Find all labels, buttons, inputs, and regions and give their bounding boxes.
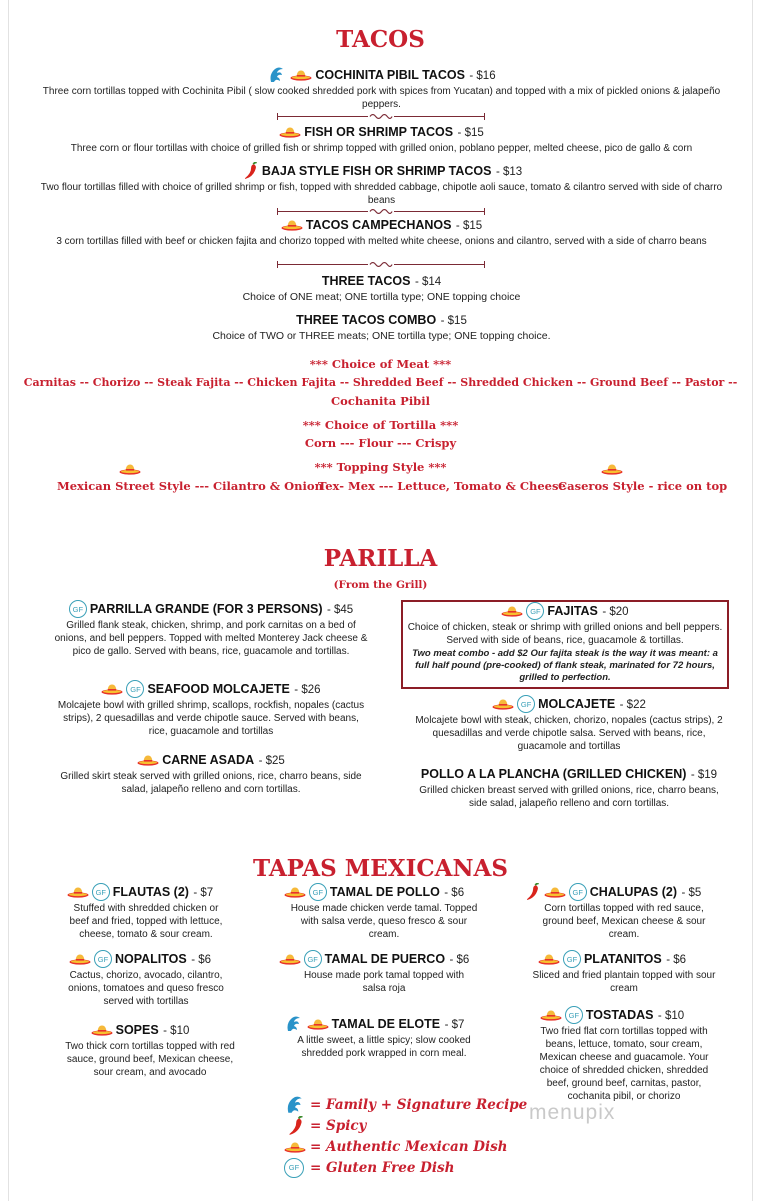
item-price: - $15: [440, 315, 467, 327]
item-name: SOPES: [115, 1023, 159, 1037]
meat-header: *** Choice of Meat ***: [309, 357, 452, 371]
item-price: - $26: [294, 684, 321, 697]
item-name: BAJA STYLE FISH OR SHRIMP TACOS: [261, 164, 492, 179]
tortilla-header: *** Choice of Tortilla ***: [302, 418, 459, 432]
legend-authentic-text: = Authentic Mexican Dish: [310, 1138, 508, 1155]
legend-gluten: [284, 1157, 527, 1178]
meat-list-line2: Cochanita Pibil: [331, 394, 430, 408]
topping-header: *** Topping Style ***: [314, 460, 447, 474]
item-price: - $25: [258, 755, 285, 767]
item-price: - $7: [444, 1019, 465, 1032]
gluten-free-icon: GF: [517, 695, 535, 713]
gluten-free-icon: GF: [284, 1158, 304, 1178]
divider: [277, 113, 485, 121]
item-name: COCHINITA PIBIL TACOS: [315, 68, 465, 83]
item-price: - $6: [444, 887, 465, 900]
watermark: menupix: [529, 1101, 616, 1124]
sombrero-icon: [137, 753, 159, 767]
gluten-free-icon: GF: [309, 883, 327, 901]
gluten-free-icon: GF: [92, 883, 110, 901]
family-recipe-icon: [284, 1095, 306, 1115]
item-price: - $15: [455, 220, 483, 232]
item-price: - $45: [326, 604, 354, 617]
menu-item-nopalitos: [31, 950, 249, 1008]
menu-item-fish-shrimp: [29, 123, 734, 155]
menu-item-sopes: [31, 1021, 249, 1079]
sombrero-icon: [284, 1140, 306, 1154]
legend-spicy-text: = Spicy: [310, 1117, 367, 1134]
divider: [277, 261, 485, 269]
menu-item-three-tacos-combo: [29, 311, 734, 343]
sombrero-icon: [69, 952, 91, 966]
item-price: - $10: [163, 1025, 190, 1037]
gluten-free-icon: GF: [563, 950, 581, 968]
item-desc: 3 corn tortillas filled with beef or chicken fajita and chorizo topped with melted white cheese, onions and cilantro, served with a side of charro beans: [56, 236, 707, 247]
item-name: FLAUTAS (2): [112, 885, 189, 900]
legend-gluten-text: = Gluten Free Dish: [310, 1159, 455, 1176]
section-title-tacos: TACOS: [336, 26, 425, 53]
item-note: Two meat combo - add $2 Our fajita steak is the way it was meant: a full half pound (pre-cooked) of flank steak, marinated for 72 hours, grilled to perfection.: [412, 648, 718, 684]
gluten-free-icon: GF: [94, 950, 112, 968]
item-name: PLATANITOS: [583, 952, 662, 967]
section-title-tapas: TAPAS MEXICANAS: [252, 855, 508, 882]
gluten-free-icon: GF: [126, 680, 144, 698]
ornament-icon: [368, 112, 394, 121]
item-name: NOPALITOS: [114, 952, 187, 967]
legend: [284, 1094, 527, 1178]
item-desc: Two thick corn tortillas topped with red sauce, ground beef, Mexican cheese, sour cream, and avocado: [65, 1041, 235, 1078]
chili-icon: [523, 883, 541, 901]
gluten-free-icon: GF: [304, 950, 322, 968]
sombrero-icon: [501, 604, 523, 618]
sombrero-icon: [67, 885, 89, 899]
menu-item-tamal-pollo: [259, 883, 489, 941]
topping-tex-mex: Tex- Mex --- Lettuce, Tomato & Cheese: [318, 479, 566, 493]
sombrero-icon: [91, 1023, 113, 1037]
section-subtitle-parilla: (From the Grill): [333, 579, 428, 591]
item-name: TAMAL DE PUERCO: [324, 952, 446, 967]
chili-icon: [284, 1116, 306, 1136]
menu-item-platanitos: [487, 950, 737, 995]
menu-item-carne-asada: [41, 751, 381, 796]
gluten-free-icon: GF: [565, 1006, 583, 1024]
item-price: - $22: [619, 699, 646, 712]
menu-page: [8, 0, 753, 1201]
sombrero-icon: [279, 952, 301, 966]
topping-street-style: Mexican Street Style --- Cilantro & Onion: [57, 479, 323, 493]
tortilla-list: Corn --- Flour --- Crispy: [304, 436, 457, 450]
item-name: FAJITAS: [547, 604, 598, 619]
family-recipe-icon: [267, 66, 287, 84]
menu-item-flautas: [31, 883, 249, 941]
gluten-free-icon: GF: [569, 883, 587, 901]
item-desc: Choice of chicken, steak or shrimp with grilled onions and bell peppers. Served with side of beans, rice, guacamole & tortillas.: [407, 622, 723, 647]
item-desc: Sliced and fried plantain topped with sour cream: [532, 970, 716, 995]
item-desc: Molcajete bowl with steak, chicken, chorizo, nopales (cactus strips), 2 quesadillas and verde chipotle salsa. Served with beans, rice, guacamole and tortillas: [415, 715, 723, 753]
item-desc: Stuffed with shredded chicken or beef and fried, topped with lettuce, cheese, tomato & sour cream.: [69, 903, 223, 941]
item-desc: Choice of ONE meat; ONE tortilla type; ONE topping choice: [242, 291, 521, 303]
item-price: - $10: [657, 1010, 685, 1023]
item-price: - $6: [449, 954, 470, 967]
sombrero-icon: [279, 125, 301, 139]
item-desc: House made chicken verde tamal. Topped with salsa verde, queso fresco & sour cream.: [290, 903, 478, 941]
section-title-parilla: PARILLA: [323, 545, 438, 572]
item-desc: Choice of TWO or THREE meats; ONE tortilla type; ONE topping choice.: [212, 330, 551, 342]
sombrero-icon: [492, 697, 514, 711]
menu-item-parrilla-grande: [41, 600, 381, 658]
item-desc: Grilled chicken breast served with grilled onions, rice, charro beans, side salad, jalapeño relleno and corn tortillas.: [419, 785, 719, 809]
sombrero-icon: [281, 218, 303, 232]
item-desc: Cactus, chorizo, avocado, cilantro, onions, tomatoes and queso fresco served with tortillas: [68, 970, 224, 1008]
item-name: TACOS CAMPECHANOS: [305, 218, 452, 232]
menu-item-fajitas: [407, 602, 723, 684]
item-price: - $14: [414, 276, 442, 288]
menu-item-campechanos: [49, 216, 714, 248]
menu-item-baja: [29, 162, 734, 207]
item-name: TAMAL DE ELOTE: [331, 1017, 441, 1032]
item-name: TOSTADAS: [585, 1008, 654, 1023]
item-name: SEAFOOD MOLCAJETE: [147, 682, 290, 697]
item-name: POLLO A LA PLANCHA (GRILLED CHICKEN): [420, 767, 687, 781]
sombrero-icon: [307, 1017, 329, 1031]
item-desc: Three corn or flour tortillas with choice of grilled fish or shrimp topped with grilled onion, poblano pepper, melted cheese, pico de gallo & corn: [70, 143, 693, 154]
topping-caseros: Caseros Style - rice on top: [558, 479, 728, 493]
item-price: - $5: [681, 887, 702, 900]
sombrero-icon: [538, 952, 560, 966]
item-name: PARRILLA GRANDE (FOR 3 PERSONS): [89, 602, 323, 617]
item-desc: Two flour tortillas filled with choice of grilled shrimp or fish, topped with shredded cabbage, chipotle aoli sauce, tomato & cilantro served with side of charro beans: [40, 182, 723, 207]
item-price: - $19: [690, 769, 718, 781]
item-desc: Grilled skirt steak served with grilled onions, rice, charro beans, side salad, jalapeño relleno and corn tortillas.: [60, 771, 362, 795]
item-desc: Two fried flat corn tortillas topped with beans, lettuce, tomato, sour cream, Mexican cheese and guacamole. Your choice of shredded chicken, shredded beef, ground beef, carnitas, pastor, cochanita pibil, or chorizo: [539, 1026, 709, 1103]
item-name: TAMAL DE POLLO: [329, 885, 440, 900]
legend-spicy: [284, 1115, 527, 1136]
item-desc: A little sweet, a little spicy; slow cooked shredded pork wrapped in corn meal.: [297, 1035, 471, 1060]
item-desc: House made pork tamal topped with salsa roja: [303, 970, 465, 995]
item-price: - $6: [191, 954, 212, 967]
menu-item-tostadas: [487, 1006, 737, 1103]
item-name: THREE TACOS: [321, 274, 411, 288]
item-price: - $13: [495, 166, 523, 179]
menu-item-tamal-elote: [259, 1015, 489, 1060]
sombrero-icon: [119, 462, 141, 476]
menu-item-seafood-molcajete: [41, 680, 381, 738]
sombrero-icon: [284, 885, 306, 899]
item-name: THREE TACOS COMBO: [296, 313, 437, 327]
legend-family-text: = Family + Signature Recipe: [310, 1096, 528, 1113]
ornament-icon: [368, 260, 394, 269]
item-price: - $20: [602, 606, 629, 619]
item-desc: Corn tortillas topped with red sauce, ground beef, Mexican cheese & sour cream.: [542, 903, 706, 941]
menu-item-chalupas: [487, 883, 737, 941]
item-price: - $7: [193, 887, 214, 900]
legend-family: [284, 1094, 527, 1115]
sombrero-icon: [601, 462, 623, 476]
sombrero-icon: [540, 1008, 562, 1022]
legend-authentic: [284, 1136, 527, 1157]
menu-item-three-tacos: [29, 272, 734, 304]
item-price: - $15: [457, 127, 484, 139]
divider: [277, 208, 485, 216]
item-name: CARNE ASADA: [162, 753, 255, 767]
menu-item-cochinita: [29, 66, 734, 111]
gluten-free-icon: GF: [69, 600, 87, 618]
item-desc: Grilled flank steak, chicken, shrimp, and pork carnitas on a bed of onions, and bell peppers. Topped with melted Monterey Jack cheese & pico de gallo. Served with beans, rice, guacamole and tortillas.: [54, 620, 368, 658]
sombrero-icon: [101, 682, 123, 696]
item-name: MOLCAJETE: [538, 697, 616, 712]
item-name: CHALUPAS (2): [589, 885, 677, 900]
gluten-free-icon: GF: [526, 602, 544, 620]
ornament-icon: [368, 207, 394, 216]
item-price: - $6: [666, 954, 687, 967]
meat-list-line1: Carnitas -- Chorizo -- Steak Fajita -- Chicken Fajita -- Shredded Beef -- Shredded Chicken -- Ground Beef -- Pastor --: [23, 376, 738, 389]
menu-item-pollo-plancha: [401, 765, 737, 810]
menu-item-tamal-puerco: [259, 950, 489, 995]
item-desc: Molcajete bowl with grilled shrimp, scallops, rockfish, nopales (cactus strips), 2 quesadillas and verde chipotle sauce. Served with beans, rice, guacamole and tortillas: [57, 700, 365, 738]
item-desc: Three corn tortillas topped with Cochinita Pibil ( slow cooked shredded pork with spices from Yucatan) and topped with a mix of pickled onions & jalapeño peppers.: [42, 86, 721, 111]
item-price: - $16: [469, 70, 496, 83]
item-name: FISH OR SHRIMP TACOS: [304, 125, 454, 139]
family-recipe-icon: [284, 1015, 304, 1033]
chili-icon: [241, 162, 259, 180]
sombrero-icon: [544, 885, 566, 899]
sombrero-icon: [290, 68, 312, 82]
menu-item-molcajete: [401, 695, 737, 753]
